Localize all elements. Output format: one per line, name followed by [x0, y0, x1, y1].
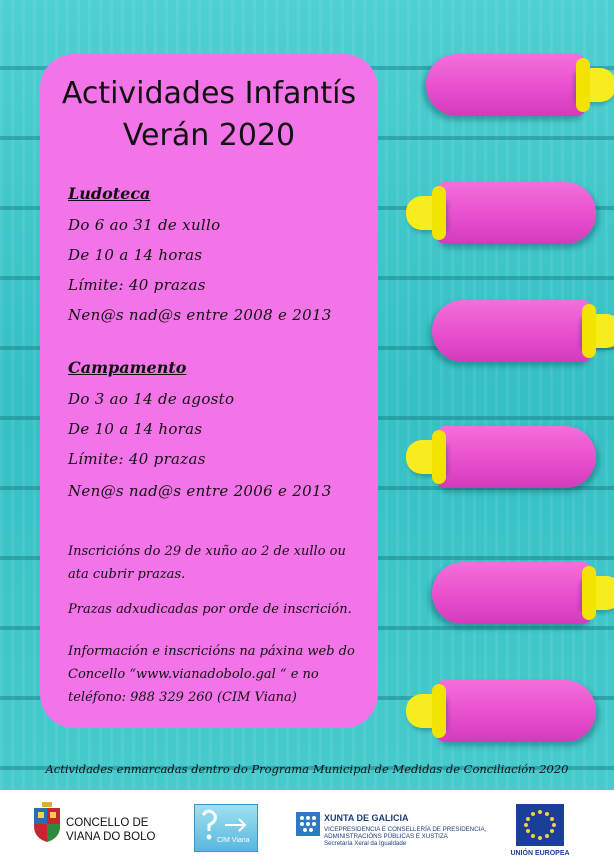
xunta-department-line3: Secretaría Xeral da Igualdade [324, 840, 407, 847]
inscriptions-note: Inscricións do 29 de xuño ao 2 de xullo ou ata cubrir prazas. [68, 544, 346, 582]
concello-name-line1: CONCELLO DE [66, 817, 149, 829]
ludoteca-hours: De 10 a 14 horas [68, 246, 203, 264]
campamento-hours: De 10 a 14 horas [68, 420, 203, 438]
eu-label: UNIÓN EUROPEA [510, 850, 570, 857]
eu-flag-icon [516, 804, 564, 846]
poster-subtitle: Verán 2020 [122, 118, 296, 153]
info-card [40, 54, 378, 728]
campamento-dates: Do 3 ao 14 de agosto [68, 390, 235, 408]
info-note: Información e inscricións na páxina web do Concello “www.vianadobolo.gal “ e no teléfono: 988 329 260 (CIM Viana) [68, 644, 355, 705]
cim-logo [194, 804, 258, 852]
cim-question-icon [195, 805, 257, 851]
xunta-department-line2: ADMINISTRACIÓNS PÚBLICAS E XUSTIZA [324, 833, 448, 840]
order-note: Prazas adxudicadas por orde de inscrición. [68, 602, 352, 617]
popsicle-image [420, 548, 614, 638]
sponsor-logos [0, 796, 614, 868]
poster-title: Actividades Infantís [61, 76, 357, 111]
popsicle-image [408, 412, 608, 502]
ludoteca-limit: Límite: 40 prazas [68, 276, 206, 294]
popsicle-image [420, 286, 614, 376]
campamento-ages: Nen@s nad@s entre 2006 e 2013 [68, 482, 332, 500]
ludoteca-heading: Ludoteca [68, 184, 151, 203]
xunta-name: XUNTA DE GALICIA [324, 813, 409, 823]
program-note: Actividades enmarcadas dentro do Programa Municipal de Medidas de Conciliación 2020 [45, 762, 569, 776]
concello-name-line2: VIANA DO BOLO [66, 831, 156, 843]
xunta-emblem-icon [296, 812, 320, 836]
popsicle-image [408, 168, 608, 258]
ludoteca-ages: Nen@s nad@s entre 2008 e 2013 [68, 306, 332, 324]
campamento-limit: Límite: 40 prazas [68, 450, 206, 468]
popsicle-image [414, 40, 614, 130]
coat-of-arms-icon [32, 802, 62, 842]
ludoteca-dates: Do 6 ao 31 de xullo [68, 216, 221, 234]
cim-label: CIM Viana [217, 837, 250, 844]
popsicle-image [408, 666, 608, 756]
campamento-heading: Campamento [68, 358, 187, 377]
xunta-department-line1: VICEPRESIDENCIA E CONSELLERÍA DE PRESIDENCIA, [324, 826, 487, 833]
